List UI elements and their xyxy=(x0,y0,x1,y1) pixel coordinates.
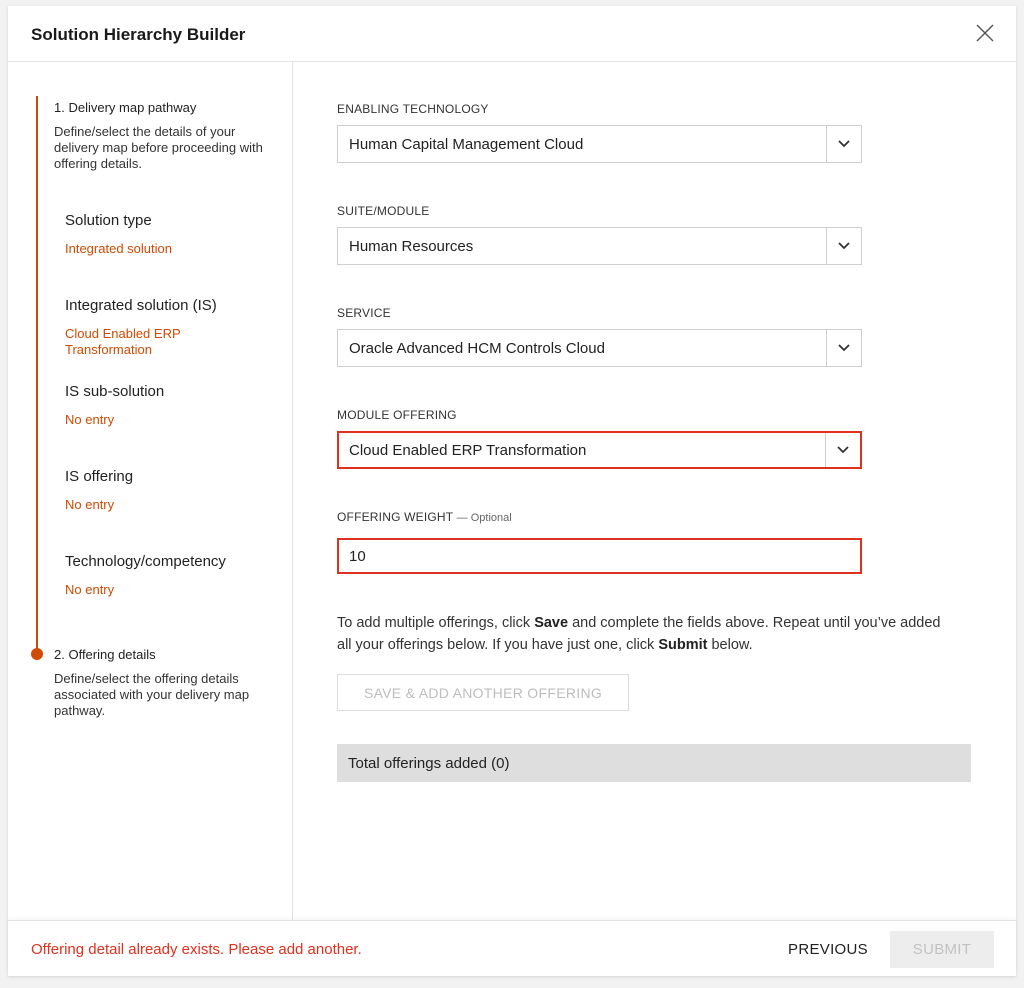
suite-module-value: Human Resources xyxy=(349,238,474,255)
enabling-technology-select[interactable] xyxy=(337,125,862,163)
suite-module-select[interactable] xyxy=(337,227,862,265)
progress-line xyxy=(36,96,38,654)
step-1-description: Define/select the details of your delivery map before proceeding with offering details. xyxy=(54,124,263,171)
service-label: SERVICE xyxy=(337,306,391,320)
previous-button[interactable]: PREVIOUS xyxy=(778,931,878,967)
integrated-solution-value: Cloud Enabled ERP Transformation xyxy=(65,326,181,357)
help-text-save: Save xyxy=(534,615,569,631)
dropdown-toggle[interactable] xyxy=(825,433,860,467)
chevron-down-icon xyxy=(838,140,850,148)
chevron-down-icon xyxy=(838,242,850,250)
offering-weight-label-text: OFFERING WEIGHT xyxy=(337,510,454,524)
is-offering-value: No entry xyxy=(65,497,115,512)
is-offering-label: IS offering xyxy=(65,468,134,485)
close-button[interactable] xyxy=(974,22,996,44)
optional-tag: — Optional xyxy=(456,512,512,524)
total-offerings-label: Total offerings added (0) xyxy=(348,755,510,772)
chevron-down-icon xyxy=(838,344,850,352)
integrated-solution-label: Integrated solution (IS) xyxy=(65,297,217,314)
save-add-another-offering-button[interactable]: SAVE & ADD ANOTHER OFFERING xyxy=(337,674,629,711)
error-message: Offering detail already exists. Please add another. xyxy=(31,941,362,958)
step-2-title: 2. Offering details xyxy=(54,647,156,662)
total-offerings-bar[interactable] xyxy=(337,744,971,782)
module-offering-select[interactable] xyxy=(337,431,862,469)
dropdown-toggle[interactable] xyxy=(826,330,861,366)
submit-button[interactable]: SUBMIT xyxy=(890,931,994,968)
step-2-description: Define/select the offering details associated with your delivery map pathway. xyxy=(54,671,250,718)
modal-header xyxy=(8,6,1016,62)
solution-type-label: Solution type xyxy=(65,212,152,229)
service-select[interactable] xyxy=(337,329,862,367)
is-sub-solution-label: IS sub-solution xyxy=(65,383,165,400)
close-icon xyxy=(974,22,996,44)
module-offering-label: MODULE OFFERING xyxy=(337,408,457,422)
offering-form xyxy=(294,62,1016,920)
modal-footer xyxy=(8,920,1016,976)
offering-weight-label xyxy=(337,510,512,524)
chevron-down-icon xyxy=(837,446,849,454)
help-text-submit: Submit xyxy=(658,637,708,653)
technology-competency-value: No entry xyxy=(65,582,115,597)
step-1-title: 1. Delivery map pathway xyxy=(54,100,197,115)
modal-title: Solution Hierarchy Builder xyxy=(31,25,246,44)
offering-weight-input[interactable] xyxy=(337,538,862,574)
enabling-technology-value: Human Capital Management Cloud xyxy=(349,136,584,153)
dropdown-toggle[interactable] xyxy=(826,228,861,264)
is-sub-solution-value: No entry xyxy=(65,412,115,427)
service-value: Oracle Advanced HCM Controls Cloud xyxy=(349,340,605,357)
dropdown-toggle[interactable] xyxy=(826,126,861,162)
help-text-part: below. xyxy=(707,637,753,653)
solution-type-value: Integrated solution xyxy=(65,241,172,256)
module-offering-value: Cloud Enabled ERP Transformation xyxy=(349,442,587,459)
solution-hierarchy-modal xyxy=(8,6,1016,976)
enabling-technology-label: ENABLING TECHNOLOGY xyxy=(337,102,489,116)
step-indicator-dot xyxy=(31,648,43,660)
technology-competency-label: Technology/competency xyxy=(65,553,226,570)
progress-sidebar xyxy=(8,62,293,920)
suite-module-label: SUITE/MODULE xyxy=(337,204,430,218)
help-text xyxy=(337,612,947,656)
help-text-part: and complete the fields above. Repeat until you’ve added all your offerings below. If you have just one, click xyxy=(337,615,941,653)
help-text-part: To add multiple offerings, click xyxy=(337,615,535,631)
